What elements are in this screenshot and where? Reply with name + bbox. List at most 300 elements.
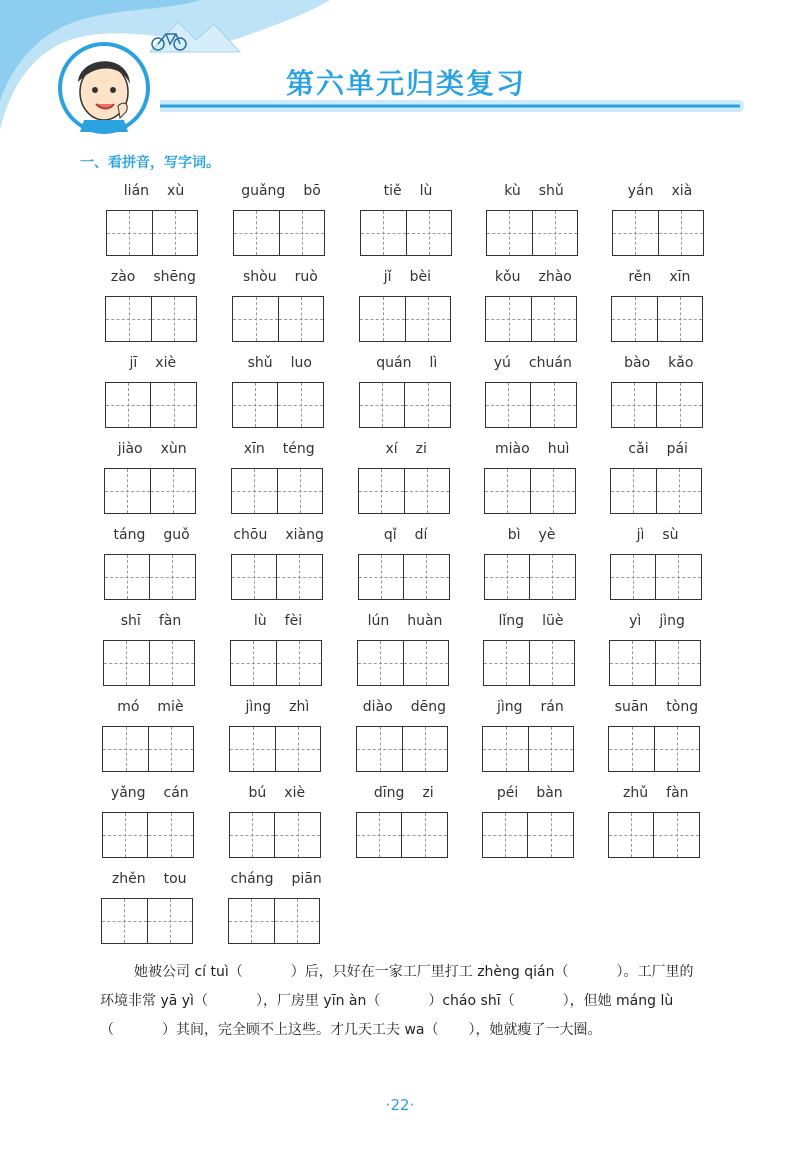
paragraph-text: ，但她 [569,993,612,1009]
answer-blank-open: （ [228,964,243,980]
pinyin-syllable-2: dí [414,527,428,543]
pinyin-syllable-1: xīn [243,441,265,457]
pinyin-syllable-1: zào [110,269,136,285]
pinyin-syllable-1: yì [629,613,642,629]
pinyin-label [105,355,201,375]
writing-cell[interactable] [611,469,656,513]
writing-cell[interactable] [106,383,151,427]
pinyin-label [608,699,704,719]
pinyin-syllable-2: dēng [410,699,446,715]
pinyin-label [359,355,455,375]
writing-boxes [356,812,448,858]
pinyin-label [482,785,578,805]
writing-cell[interactable] [358,641,403,685]
pinyin-syllable-1: jī [129,355,138,371]
writing-cell[interactable] [485,469,530,513]
pinyin-label [610,527,706,547]
writing-cell[interactable] [147,899,193,943]
paragraph-text: ，她就瘦了一大圈。 [475,1022,602,1038]
pinyin-syllable-1: lián [123,183,150,199]
writing-cell[interactable] [277,469,323,513]
pinyin-label [229,785,325,805]
pinyin-syllable-2: xià [671,183,693,199]
pinyin-item [229,785,325,861]
writing-boxes [485,296,577,342]
writing-boxes [101,898,193,944]
paragraph-pinyin: wa [404,1022,425,1038]
pinyin-label [231,527,327,547]
writing-cell[interactable] [530,383,576,427]
paragraph-text: 。工厂里的 [623,964,694,980]
writing-boxes [609,640,701,686]
pinyin-label [484,527,580,547]
writing-cell[interactable] [531,297,577,341]
answer-blank-close: ） [468,1022,476,1038]
writing-boxes [359,296,451,342]
pinyin-syllable-2: xiè [284,785,306,801]
pinyin-label [612,183,708,203]
writing-boxes [104,468,196,514]
paragraph-pinyin: cháo shī [442,993,501,1009]
writing-boxes [484,554,576,600]
writing-cell[interactable] [234,211,279,255]
pinyin-syllable-1: bì [507,527,521,543]
pinyin-item [608,699,704,775]
writing-cell[interactable] [532,211,578,255]
writing-cell[interactable] [529,555,575,599]
writing-boxes [103,640,195,686]
pinyin-syllable-1: rěn [628,269,652,285]
pinyin-syllable-1: yú [493,355,511,371]
writing-cell[interactable] [231,641,276,685]
pinyin-syllable-2: tòng [666,699,699,715]
pinyin-syllable-2: xiàng [285,527,324,543]
pinyin-item [106,183,202,259]
pinyin-item [105,355,201,431]
answer-blank-open: （ [193,993,208,1009]
pinyin-label [231,441,327,461]
writing-cell[interactable] [359,469,404,513]
pinyin-syllable-2: piān [291,871,322,887]
writing-cell[interactable] [655,641,701,685]
answer-blank-close: ） [290,964,305,980]
writing-cell[interactable] [150,469,196,513]
writing-cell[interactable] [612,297,657,341]
pinyin-item [359,355,455,431]
writing-cell[interactable] [232,469,277,513]
writing-boxes [482,726,574,772]
pinyin-syllable-2: fàn [158,613,182,629]
paragraph-pinyin: máng lù [616,993,674,1009]
answer-blank-open: （ [554,964,569,980]
paragraph-pinyin: zhèng qián [477,964,555,980]
writing-cell[interactable] [360,383,405,427]
pinyin-syllable-1: tiě [383,183,402,199]
writing-cell[interactable] [233,297,278,341]
writing-cell[interactable] [528,727,574,771]
pinyin-syllable-2: shǔ [538,183,564,199]
writing-boxes [608,812,700,858]
writing-cell[interactable] [654,727,700,771]
pinyin-label [232,355,328,375]
writing-boxes [358,468,450,514]
pinyin-syllable-2: sù [662,527,679,543]
pinyin-label [609,613,705,633]
writing-cell[interactable] [230,813,275,857]
pinyin-item [229,699,325,775]
writing-cell[interactable] [107,211,152,255]
writing-cell[interactable] [232,555,277,599]
pinyin-syllable-1: miào [495,441,530,457]
paragraph-pinyin: yā yì [160,993,194,1009]
answer-blank-open: （ [366,993,381,1009]
pinyin-syllable-1: dīng [373,785,405,801]
pinyin-label [486,183,582,203]
writing-cell[interactable] [276,641,322,685]
pinyin-label [610,441,706,461]
writing-cell[interactable] [401,813,447,857]
writing-cell[interactable] [104,641,149,685]
pinyin-syllable-1: yǎng [110,785,146,801]
pinyin-item [608,785,704,861]
writing-boxes [105,296,197,342]
writing-cell[interactable] [149,641,195,685]
writing-cell[interactable] [658,211,704,255]
pinyin-item [233,183,329,259]
pinyin-label [485,355,581,375]
pinyin-label [608,785,704,805]
pinyin-label [104,527,200,547]
pinyin-syllable-1: mó [117,699,140,715]
pinyin-item [482,699,578,775]
pinyin-item [359,269,455,345]
pinyin-item [486,183,582,259]
writing-cell[interactable] [360,297,405,341]
pinyin-syllable-2: cán [163,785,189,801]
pinyin-item [232,269,328,345]
pinyin-syllable-2: zi [422,785,434,801]
paragraph-line-2 [100,987,740,1016]
writing-cell[interactable] [357,727,402,771]
pinyin-syllable-2: tou [163,871,187,887]
pinyin-item [360,183,456,259]
pinyin-syllable-1: péi [496,785,519,801]
pinyin-label [104,441,200,461]
writing-cell[interactable] [485,555,530,599]
writing-cell[interactable] [278,297,324,341]
writing-cell[interactable] [277,383,323,427]
pinyin-syllable-2: huì [547,441,570,457]
pinyin-item [611,355,707,431]
pinyin-item [358,527,454,603]
pinyin-syllable-1: jiào [117,441,143,457]
writing-cell[interactable] [103,813,148,857]
writing-boxes [231,554,323,600]
paragraph-text: 她被公司 [134,964,190,980]
pinyin-syllable-2: lì [429,355,438,371]
writing-boxes [486,210,578,256]
pinyin-label [229,699,325,719]
writing-cell[interactable] [610,641,655,685]
pinyin-syllable-2: guǒ [163,527,190,543]
writing-cell[interactable] [405,297,451,341]
pinyin-item [610,441,706,517]
pinyin-syllable-1: lù [253,613,267,629]
writing-boxes [482,812,574,858]
pinyin-syllable-2: bō [303,183,321,199]
answer-blank-close: ） [162,1022,176,1038]
pinyin-label [103,613,199,633]
pinyin-syllable-2: xīn [669,269,691,285]
pinyin-label [482,699,578,719]
pinyin-syllable-2: rán [540,699,564,715]
paragraph-line-1 [100,958,740,987]
writing-boxes [106,210,198,256]
pinyin-item [484,527,580,603]
writing-cell[interactable] [103,727,148,771]
paragraph-text: 后，只好在一家工厂里打工 [304,964,473,980]
pinyin-label [360,183,456,203]
writing-cell[interactable] [406,211,452,255]
pinyin-syllable-2: kǎo [668,355,694,371]
pinyin-syllable-1: jǐ [383,269,392,285]
pinyin-syllable-2: luo [290,355,312,371]
pinyin-item [485,269,581,345]
paragraph-text: 环境非常 [100,993,156,1009]
pinyin-syllable-1: lǐng [498,613,525,629]
writing-cell[interactable] [106,297,151,341]
pinyin-syllable-1: quán [376,355,412,371]
paragraph-text: 其间，完全顾不上这些。才几天工夫 [176,1022,400,1038]
writing-cell[interactable] [105,469,150,513]
writing-cell[interactable] [486,383,531,427]
writing-boxes [102,726,194,772]
answer-blank-close: ） [562,993,570,1009]
pinyin-label [106,183,202,203]
pinyin-syllable-1: qǐ [383,527,397,543]
pinyin-label [484,441,580,461]
writing-cell[interactable] [403,641,449,685]
writing-boxes [485,382,577,428]
pinyin-label [357,613,453,633]
pinyin-syllable-1: shǔ [247,355,273,371]
pinyin-label [611,355,707,375]
pinyin-syllable-1: chōu [233,527,268,543]
pinyin-item [102,785,198,861]
pinyin-syllable-1: cǎi [628,441,649,457]
pinyin-syllable-1: bú [248,785,267,801]
pinyin-item [609,613,705,689]
pinyin-syllable-2: fàn [666,785,689,801]
writing-cell[interactable] [611,555,656,599]
page-header [0,0,800,150]
writing-boxes [483,640,575,686]
pinyin-item [482,785,578,861]
writing-boxes [610,554,702,600]
writing-boxes [612,210,704,256]
pinyin-syllable-2: zhào [538,269,572,285]
writing-cell[interactable] [357,813,402,857]
writing-cell[interactable] [483,813,528,857]
writing-cell[interactable] [149,555,195,599]
pinyin-item [484,441,580,517]
pinyin-item [228,871,324,947]
writing-cell[interactable] [359,555,404,599]
writing-boxes [610,468,702,514]
pinyin-label [233,183,329,203]
writing-cell[interactable] [229,899,274,943]
writing-cell[interactable] [105,555,150,599]
writing-cell[interactable] [612,383,657,427]
pinyin-syllable-2: yè [538,527,556,543]
pinyin-syllable-2: shēng [153,269,196,285]
writing-cell[interactable] [274,813,320,857]
pinyin-syllable-1: yán [627,183,654,199]
writing-cell[interactable] [657,297,703,341]
writing-cell[interactable] [404,469,450,513]
answer-blank-close: ） [428,993,443,1009]
pinyin-item [230,613,326,689]
pinyin-syllable-1: táng [113,527,146,543]
pinyin-syllable-1: suān [614,699,649,715]
pinyin-item [483,613,579,689]
writing-boxes [233,210,325,256]
writing-cell[interactable] [402,727,448,771]
page-number: ·22· [385,1096,415,1114]
pinyin-label [105,269,201,289]
pinyin-syllable-1: bào [624,355,651,371]
writing-cell[interactable] [656,383,702,427]
writing-cell[interactable] [613,211,658,255]
writing-cell[interactable] [656,469,702,513]
pinyin-syllable-2: lù [419,183,433,199]
paragraph-line-3 [100,1016,740,1045]
pinyin-syllable-2: fèi [284,613,303,629]
writing-boxes [611,296,703,342]
pinyin-syllable-1: guǎng [241,183,286,199]
writing-boxes [232,296,324,342]
pinyin-syllable-2: xiè [155,355,177,371]
writing-cell[interactable] [275,727,321,771]
pinyin-syllable-1: lún [367,613,390,629]
writing-cell[interactable] [150,383,196,427]
writing-cell[interactable] [487,211,532,255]
pinyin-syllable-2: bèi [409,269,431,285]
pinyin-item [101,871,197,947]
pinyin-label [359,269,455,289]
writing-boxes [229,726,321,772]
writing-boxes [230,640,322,686]
section-title: 一、看拼音，写字词。 [80,155,220,171]
pinyin-item [105,269,201,345]
writing-boxes [359,382,451,428]
writing-cell[interactable] [653,813,699,857]
pinyin-label [102,699,198,719]
writing-cell[interactable] [403,555,449,599]
writing-boxes [231,468,323,514]
writing-cell[interactable] [655,555,701,599]
writing-cell[interactable] [609,727,654,771]
pinyin-label [232,269,328,289]
writing-cell[interactable] [484,641,529,685]
pinyin-syllable-2: lüè [542,613,564,629]
writing-boxes [484,468,576,514]
pinyin-label [356,785,452,805]
writing-cell[interactable] [483,727,528,771]
pinyin-syllable-1: diào [362,699,393,715]
writing-boxes [232,382,324,428]
pinyin-label [358,441,454,461]
pinyin-syllable-2: zhì [289,699,310,715]
writing-cell[interactable] [530,469,576,513]
pinyin-syllable-2: téng [282,441,315,457]
writing-cell[interactable] [147,813,193,857]
fill-in-paragraph [100,958,740,1045]
pinyin-label [483,613,579,633]
pinyin-item [232,355,328,431]
pinyin-syllable-1: zhěn [111,871,146,887]
writing-cell[interactable] [151,297,197,341]
pinyin-item [102,699,198,775]
writing-cell[interactable] [486,297,531,341]
writing-cell[interactable] [148,727,194,771]
writing-boxes [356,726,448,772]
pinyin-syllable-2: chuán [528,355,572,371]
writing-cell[interactable] [152,211,198,255]
pinyin-syllable-1: kù [504,183,521,199]
boy-mascot-icon [60,44,148,132]
pinyin-item [611,269,707,345]
pinyin-syllable-1: xí [385,441,398,457]
writing-cell[interactable] [274,899,320,943]
writing-cell[interactable] [279,211,325,255]
paragraph-pinyin: yīn àn [323,993,367,1009]
writing-boxes [358,554,450,600]
writing-cell[interactable] [102,899,147,943]
writing-cell[interactable] [230,727,275,771]
writing-cell[interactable] [404,383,450,427]
answer-blank-open: （ [100,1022,114,1038]
pinyin-syllable-2: zi [415,441,427,457]
writing-boxes [611,382,703,428]
writing-cell[interactable] [361,211,406,255]
writing-cell[interactable] [529,641,575,685]
pinyin-syllable-1: cháng [230,871,274,887]
pinyin-syllable-1: kǒu [494,269,521,285]
writing-cell[interactable] [609,813,654,857]
pinyin-syllable-2: pái [666,441,688,457]
answer-blank-close: ） [255,993,263,1009]
writing-cell[interactable] [233,383,278,427]
writing-boxes [357,640,449,686]
pinyin-syllable-1: shòu [242,269,277,285]
pinyin-item [231,441,327,517]
pinyin-item [104,441,200,517]
pinyin-syllable-1: jìng [245,699,272,715]
pinyin-syllable-2: xù [167,183,185,199]
pinyin-item [356,785,452,861]
writing-cell[interactable] [276,555,322,599]
pinyin-item [357,613,453,689]
pinyin-label [358,527,454,547]
pinyin-label [356,699,452,719]
pinyin-item [358,441,454,517]
writing-cell[interactable] [527,813,573,857]
pinyin-item [104,527,200,603]
pinyin-syllable-2: ruò [294,269,318,285]
pinyin-item [610,527,706,603]
writing-boxes [360,210,452,256]
